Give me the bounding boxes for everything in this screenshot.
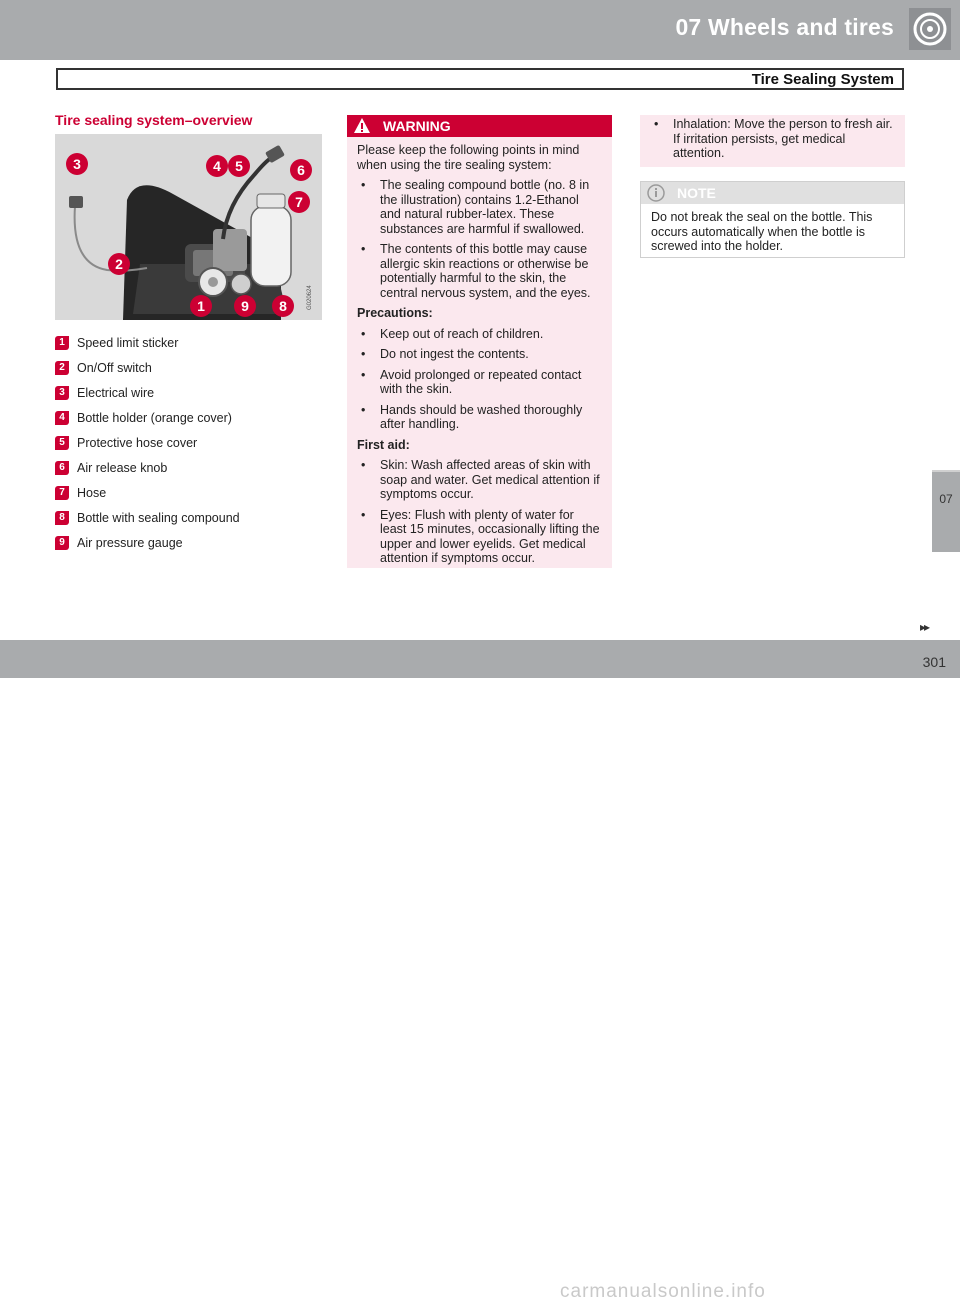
note-body bbox=[641, 204, 904, 254]
tire-sealing-kit-illustration bbox=[55, 134, 322, 320]
overview-title: Tire sealing system–overview bbox=[55, 112, 253, 128]
legend-label: Protective hose cover bbox=[77, 435, 198, 450]
info-icon bbox=[647, 184, 665, 202]
callout-7: 7 bbox=[295, 194, 303, 210]
callout-4: 4 bbox=[213, 158, 221, 174]
callout-2: 2 bbox=[115, 256, 123, 272]
legend-item bbox=[55, 505, 322, 530]
legend-label: Speed limit sticker bbox=[77, 335, 179, 350]
legend-item bbox=[55, 455, 322, 480]
warning-intro: Please keep the following points in mind when using the tire sealing system: bbox=[357, 143, 580, 172]
first-aid-list bbox=[357, 458, 602, 566]
legend-number-badge: 8 bbox=[55, 511, 69, 525]
page-footer bbox=[0, 640, 960, 1302]
warning-bullets bbox=[357, 178, 602, 300]
callout-6: 6 bbox=[297, 162, 305, 178]
bullet-item: • Skin: Wash affected areas of skin with soap and water. Get medical attention if symptoms occur. bbox=[357, 458, 602, 502]
warning-body bbox=[347, 137, 612, 566]
warning-continued-box bbox=[640, 115, 905, 167]
warning-continued-body bbox=[640, 115, 905, 161]
legend-label: Air release knob bbox=[77, 460, 168, 475]
legend-item bbox=[55, 355, 322, 380]
legend-item bbox=[55, 430, 322, 455]
legend-number-badge: 9 bbox=[55, 536, 69, 550]
precautions-list bbox=[357, 327, 602, 432]
legend-number-badge: 7 bbox=[55, 486, 69, 500]
bullet-item: • Inhalation: Move the person to fresh air. If irritation persists, get medical attention. bbox=[650, 117, 895, 161]
page-number: 301 bbox=[922, 654, 946, 670]
legend-label: On/Off switch bbox=[77, 360, 152, 375]
legend-item bbox=[55, 530, 322, 555]
legend-label: Electrical wire bbox=[77, 385, 155, 400]
legend-item bbox=[55, 405, 322, 430]
wheel-icon bbox=[909, 8, 951, 50]
bullet-item: • The contents of this bottle may cause allergic skin reactions or otherwise be potentially harmful to the skin, the central nervous system, and the eyes. bbox=[357, 242, 602, 300]
legend-label: Air pressure gauge bbox=[77, 535, 183, 550]
legend-number-badge: 6 bbox=[55, 461, 69, 475]
chapter-header bbox=[0, 0, 960, 60]
section-title: Tire Sealing System bbox=[751, 71, 894, 88]
note-heading: NOTE bbox=[677, 185, 716, 201]
warning-triangle-icon bbox=[353, 117, 371, 135]
chapter-side-tab[interactable] bbox=[932, 470, 960, 552]
legend-number-badge: 3 bbox=[55, 386, 69, 400]
section-header bbox=[56, 68, 904, 90]
note-box bbox=[640, 181, 905, 258]
precautions-label: Precautions: bbox=[357, 306, 433, 320]
bullet-item: • Do not ingest the contents. bbox=[357, 347, 602, 362]
bullet-item: • The sealing compound bottle (no. 8 in the illustration) contains 1.2-Ethanol and natural rubber-latex. These substances are harmful if swallowed. bbox=[357, 178, 602, 236]
warning-heading: WARNING bbox=[383, 118, 451, 134]
warning-continued-list bbox=[650, 117, 895, 161]
bullet-item: • Eyes: Flush with plenty of water for least 15 minutes, occasionally lifting the upper and lower eyelids. Get medical attention if symptoms occur. bbox=[357, 508, 602, 566]
bullet-item: • Hands should be washed thoroughly after handling. bbox=[357, 403, 602, 432]
note-header bbox=[641, 182, 904, 204]
side-tab-label: 07 bbox=[939, 492, 953, 506]
note-text: Do not break the seal on the bottle. This occurs automatically when the bottle is screwed into the holder. bbox=[651, 210, 873, 253]
warning-header bbox=[347, 115, 612, 137]
legend-label: Bottle holder (orange cover) bbox=[77, 410, 232, 425]
callout-9: 9 bbox=[241, 298, 249, 314]
legend-label: Bottle with sealing compound bbox=[77, 510, 240, 525]
warning-box bbox=[347, 115, 612, 568]
legend-number-badge: 5 bbox=[55, 436, 69, 450]
first-aid-label: First aid: bbox=[357, 437, 410, 452]
legend-item bbox=[55, 330, 322, 355]
callout-8: 8 bbox=[279, 298, 287, 314]
overview-column bbox=[55, 112, 322, 555]
image-code: G020624 bbox=[307, 285, 313, 310]
watermark: carmanualsonline.info bbox=[560, 1281, 766, 1302]
legend-number-badge: 2 bbox=[55, 361, 69, 375]
callout-1: 1 bbox=[197, 298, 205, 314]
legend-item bbox=[55, 480, 322, 505]
next-page-arrows[interactable]: ▸▸ bbox=[920, 620, 929, 634]
bullet-item: • Keep out of reach of children. bbox=[357, 327, 602, 342]
callout-5: 5 bbox=[235, 158, 243, 174]
legend-number-badge: 4 bbox=[55, 411, 69, 425]
parts-legend bbox=[55, 330, 322, 555]
bullet-item: • Avoid prolonged or repeated contact with the skin. bbox=[357, 368, 602, 397]
kit-drawing bbox=[55, 134, 322, 320]
legend-item bbox=[55, 380, 322, 405]
callout-3: 3 bbox=[73, 156, 81, 172]
legend-label: Hose bbox=[77, 485, 107, 500]
chapter-title: 07 Wheels and tires bbox=[675, 14, 894, 40]
legend-number-badge: 1 bbox=[55, 336, 69, 350]
